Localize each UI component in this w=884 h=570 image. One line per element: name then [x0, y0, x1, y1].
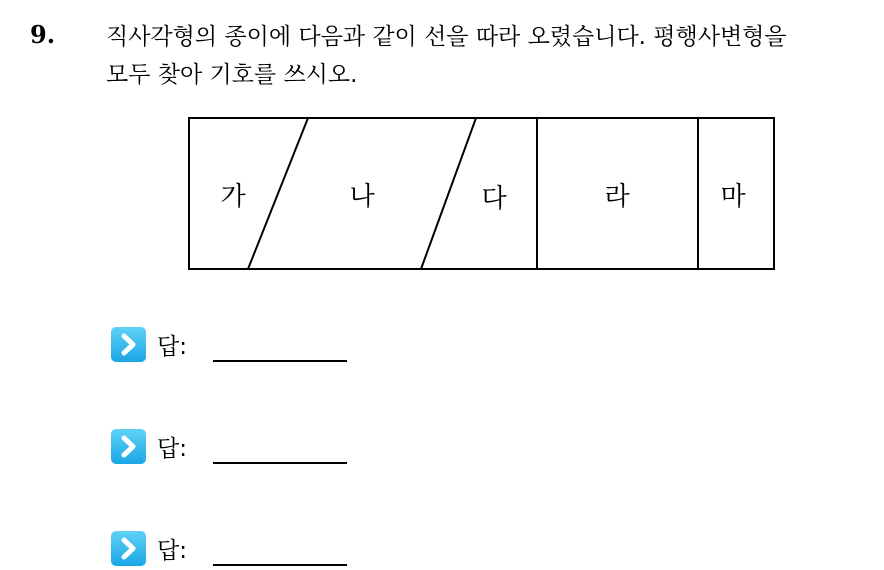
- region-label-na: 나: [349, 182, 375, 212]
- answer-label: 답:: [157, 538, 187, 564]
- chevron-right-icon: [111, 327, 146, 362]
- region-label-ma: 마: [720, 182, 746, 212]
- answer-blank-1[interactable]: [213, 360, 347, 362]
- answer-label: 답:: [157, 334, 187, 360]
- chevron-right-icon: [111, 531, 146, 566]
- answer-blank-3[interactable]: [213, 564, 347, 566]
- region-label-ga: 가: [220, 182, 246, 212]
- cut-line-1: [248, 118, 308, 269]
- answer-label: 답:: [157, 436, 187, 462]
- region-label-da: 다: [481, 184, 507, 214]
- question-line-2: 모두 찾아 기호를 쓰시오.: [106, 62, 358, 88]
- answer-row-3: [111, 528, 411, 568]
- answer-row-1: [111, 324, 411, 364]
- chevron-right-icon: [111, 429, 146, 464]
- cut-line-2: [421, 118, 476, 269]
- answer-blank-2[interactable]: [213, 462, 347, 464]
- answer-row-2: [111, 426, 411, 466]
- region-label-ra: 라: [604, 182, 630, 212]
- question-line-1: 직사각형의 종이에 다음과 같이 선을 따라 오렸습니다. 평행사변형을: [106, 24, 787, 50]
- question-number: 9.: [30, 20, 56, 49]
